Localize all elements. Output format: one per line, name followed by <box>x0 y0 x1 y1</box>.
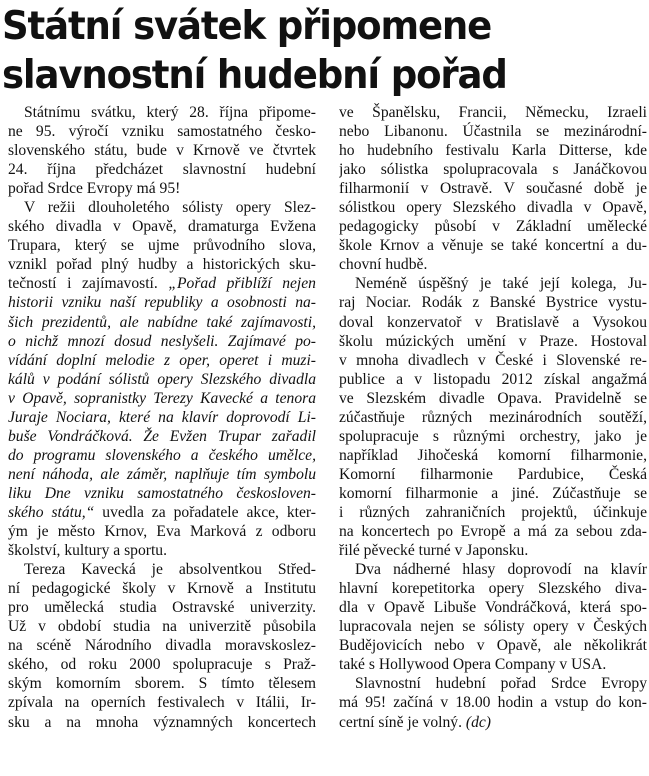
text-line: ve Slezském divadle Opava. Pravidelně se <box>339 389 647 407</box>
text-line: dla v Opavě Libuše Vondráčková, která spo- <box>339 599 647 617</box>
text-line: není náhoda, ale záměr, naplňuje tím symbolu <box>8 465 316 483</box>
text-line: publice a v listopadu 2012 získal angažmá <box>339 370 647 388</box>
quote-run: „Pořad přiblíží nejen <box>168 275 316 293</box>
text-line: školu múzických umění v Praze. Hostoval <box>339 332 647 350</box>
text-line: historii vzniku naší republiky a osobnosti na- <box>8 294 316 312</box>
text-line: buše Vondráčková. Že Evžen Trupar zařadil <box>8 427 316 445</box>
text-line: filharmonií v Ostravě. V současné době je <box>339 180 647 198</box>
text-line: na scéně Národního divadla moravskoslez- <box>8 637 316 655</box>
text-line: zpívala na operních festivalech v Itálii, Ir- <box>8 694 316 712</box>
text-line: slovenského státu, bude v Krnově ve čtvrtek <box>8 142 316 160</box>
text-line: vídání doplní melodie z oper, operet i muzi- <box>8 351 316 369</box>
right-column <box>339 103 647 732</box>
text-line: ne 95. výročí vzniku samostatného česko- <box>8 123 316 141</box>
text-line: řilé pěvecké turné v Japonsku. <box>339 542 529 560</box>
text-line: nebo Libanonu. Účastnila se mezinárodní- <box>339 123 647 141</box>
text-line: pedagogicky působí v Základní umělecké <box>339 218 647 236</box>
text-line: jako sólistka spolupracovala s Janáčkovou <box>339 161 647 179</box>
text-line: sku a na mnoha významných koncertech <box>8 713 316 731</box>
text-line: do programu slovenského a českého umělce, <box>8 446 316 464</box>
text-line: lupracovala nejen se sólisty opery v Českých <box>339 618 647 636</box>
text-line: i různých zahraničních projektů, účinkuje <box>339 503 647 521</box>
text-line: v Opavě, sopranistky Terezy Kavecké a tenora <box>8 389 316 407</box>
text-line: ní pedagogické školy v Krnově a Institutu <box>8 580 316 598</box>
text-line: ým je město Krnov, Eva Marková z odboru <box>8 523 316 541</box>
text-run: tečností i zajímavostí. <box>8 275 169 293</box>
text-line: také s Hollywood Opera Company v USA. <box>339 656 607 674</box>
text-line: Slavnostní hudební pořad Srdce Evropy <box>355 675 647 693</box>
text-line: ského, od roku 2000 spolupracuje s Praž- <box>8 656 316 674</box>
text-line: v mnoha divadlech v České i Slovenské re- <box>339 351 647 369</box>
quote-run: ského státu,“ <box>8 503 95 521</box>
closing-text: certní síně je volný. <box>339 713 462 731</box>
text-line: Už v období studia na univerzitě působila <box>8 618 316 636</box>
text-line: sólistkou opery Slezského divadla v Opavě, <box>339 199 647 217</box>
text-line: spolupracuje s různými orchestry, jako je <box>339 427 647 445</box>
text-line: pořad Srdce Evropy má 95! <box>8 180 181 198</box>
text-line: na koncertech po Evropě a má za sebou zda- <box>339 523 647 541</box>
text-line: V režii dlouholetého sólisty opery Slez- <box>24 199 316 217</box>
text-line: Státnímu svátku, který 28. října připome- <box>24 104 316 121</box>
text-line: chovní hudbě. <box>339 256 428 274</box>
text-line: Budějovicích nebo v Opavě, ale několikrát <box>339 637 647 655</box>
text-line: Trupara, který se ujme průvodního slova, <box>8 237 316 255</box>
text-line: má 95! začíná v 18.00 hodin a vstup do kon- <box>339 694 647 712</box>
text-line: ského divadla v Opavě, dramaturga Evžena <box>8 218 316 236</box>
text-line: doval konzervatoř v Bratislavě a Vysokou <box>339 313 647 331</box>
headline-line-2: slavnostní hudební pořad <box>2 53 507 98</box>
text-line: hlavní korepetitorka opery Slezského diva- <box>339 580 647 598</box>
text-line: pro umělecká studia Ostravské univerzity. <box>8 599 316 617</box>
text-line: vznikl pořad plný hudby a historických sku- <box>8 256 316 274</box>
text-line: Tereza Kavecká je absolventkou Střed- <box>24 561 316 579</box>
closing-line <box>339 713 647 732</box>
text-line: školství, kultury a sportu. <box>8 542 167 560</box>
text-line: ve Španělsku, Francii, Německu, Izraeli <box>339 104 647 121</box>
headline <box>2 2 615 100</box>
text-line: Dva nádherné hlasy doprovodí na klavír <box>355 561 647 579</box>
text-line: Juraje Nociara, které na klavír doprovodí Li- <box>8 408 316 426</box>
text-line: raj Nociar. Rodák z Banské Bystrice vystu- <box>339 294 647 312</box>
text-line: ským komorním sborem. S tímto tělesem <box>8 675 316 693</box>
author-byline: (dc) <box>465 713 491 731</box>
text-line: například Jihočeská komorní filharmonie, <box>339 446 647 464</box>
text-line: kálů v podání sólistů opery Slezského divadla <box>8 370 316 388</box>
text-line: liku Dne vzniku samostatného českosloven- <box>8 484 316 502</box>
headline-line-1: Státní svátek připomene <box>2 4 492 49</box>
text-line <box>8 503 316 522</box>
text-line: škole Krnov a věnuje se také koncertní a du- <box>339 237 647 255</box>
text-line: komorní filharmonie a jiné. Zúčastňuje se <box>339 484 647 502</box>
text-line: o nichž mnozí dosud neslyšeli. Zajímavé po- <box>8 332 316 350</box>
text-line <box>8 274 316 293</box>
text-line: zúčastňuje různých mezinárodních soutěží, <box>339 408 647 426</box>
text-line: šich prezidentů, ale nabídne také zajímavosti, <box>8 313 316 331</box>
text-line: Komorní filharmonie Pardubice, Česká <box>339 465 647 483</box>
text-line: Neméně úspěšný je také její kolega, Ju- <box>355 275 647 293</box>
text-line: 24. října předcházet slavnostní hudební <box>8 161 316 179</box>
text-line: ho hudebního festivalu Karla Ditterse, kde <box>339 142 647 160</box>
left-column <box>8 103 316 732</box>
text-run: uvedla za pořadatele akce, kter- <box>94 503 316 521</box>
